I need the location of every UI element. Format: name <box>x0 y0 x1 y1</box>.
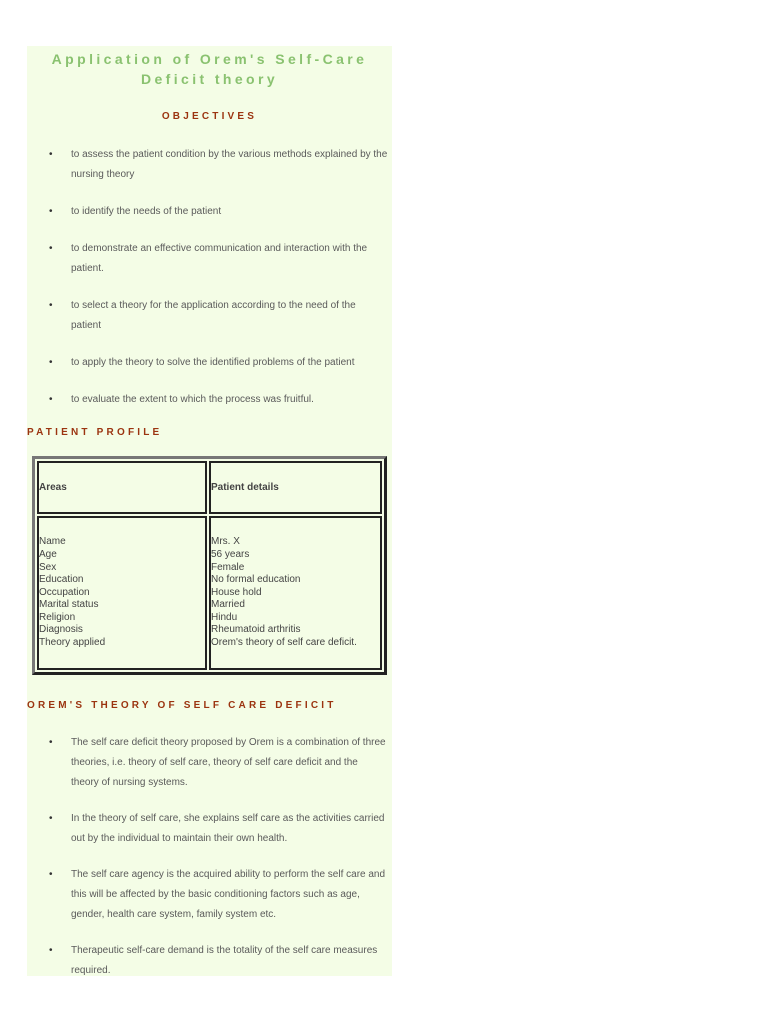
detail-value: Rheumatoid arthritis <box>211 624 301 636</box>
details-cell <box>209 516 382 670</box>
list-item-text: The self care deficit theory proposed by Orem is a combination of three theories, i.e. theory of self care, theory of self care deficit and the theory of nursing systems. <box>71 737 386 788</box>
table-row <box>37 516 382 670</box>
bullet-icon: • <box>49 206 53 217</box>
bullet-icon: • <box>49 300 53 311</box>
patient-profile-table <box>32 456 387 675</box>
list-item <box>27 353 392 373</box>
detail-value: Orem's theory of self care deficit. <box>211 637 357 649</box>
list-item <box>27 239 392 279</box>
area-label: Age <box>39 548 57 560</box>
list-item-text: to identify the needs of the patient <box>71 206 222 217</box>
orem-theory-list <box>27 733 392 976</box>
objectives-list <box>27 145 392 410</box>
list-item <box>27 145 392 185</box>
detail-value: Married <box>211 599 245 611</box>
detail-value: Mrs. X <box>211 536 240 548</box>
detail-value: Hindu <box>211 611 238 623</box>
list-item <box>27 390 392 410</box>
detail-value: 56 years <box>211 548 250 560</box>
list-item-text: to assess the patient condition by the various methods explained by the nursing theory <box>71 149 388 180</box>
bullet-icon: • <box>49 869 53 880</box>
bullet-icon: • <box>49 813 53 824</box>
detail-value: Female <box>211 561 245 573</box>
area-label: Sex <box>39 561 57 573</box>
document-page <box>27 46 392 976</box>
list-item-text: to evaluate the extent to which the process was fruitful. <box>71 394 314 405</box>
column-header-areas: Areas <box>37 461 207 514</box>
page-title: Application of Orem's Self-Care Deficit theory <box>51 51 368 87</box>
list-item <box>27 865 392 925</box>
bullet-icon: • <box>49 737 53 748</box>
detail-value: No formal education <box>211 574 301 586</box>
list-item-text: In the theory of self care, she explains self care as the activities carried out by the individual to maintain their own health. <box>71 813 385 844</box>
bullet-icon: • <box>49 149 53 160</box>
list-item-text: The self care agency is the acquired ability to perform the self care and this will be affected by the basic conditioning factors such as age, gender, health care system, family system etc. <box>71 869 386 920</box>
detail-value: House hold <box>211 586 262 598</box>
bullet-icon: • <box>49 357 53 368</box>
area-label: Education <box>39 574 84 586</box>
orem-theory-heading: OREM'S THEORY OF SELF CARE DEFICIT <box>27 700 337 711</box>
list-item-text: Therapeutic self-care demand is the totality of the self care measures required. <box>71 945 378 976</box>
column-header-patient-details: Patient details <box>209 461 382 514</box>
area-label: Religion <box>39 611 76 623</box>
objectives-heading: OBJECTIVES <box>161 111 258 122</box>
area-label: Theory applied <box>39 637 106 649</box>
list-item-text: to select a theory for the application according to the need of the patient <box>71 300 356 331</box>
list-item <box>27 202 392 222</box>
list-item-text: to demonstrate an effective communication and interaction with the patient. <box>71 243 368 274</box>
areas-cell <box>37 516 207 670</box>
list-item <box>27 733 392 793</box>
list-item <box>27 941 392 976</box>
area-label: Occupation <box>39 586 90 598</box>
area-label: Marital status <box>39 599 99 611</box>
list-item <box>27 296 392 336</box>
list-item-text: to apply the theory to solve the identified problems of the patient <box>71 357 355 368</box>
bullet-icon: • <box>49 394 53 405</box>
table-header-row <box>37 461 382 514</box>
area-label: Diagnosis <box>39 624 83 636</box>
list-item <box>27 809 392 849</box>
patient-profile-heading: PATIENT PROFILE <box>27 427 163 438</box>
bullet-icon: • <box>49 945 53 956</box>
area-label: Name <box>39 536 66 548</box>
bullet-icon: • <box>49 243 53 254</box>
